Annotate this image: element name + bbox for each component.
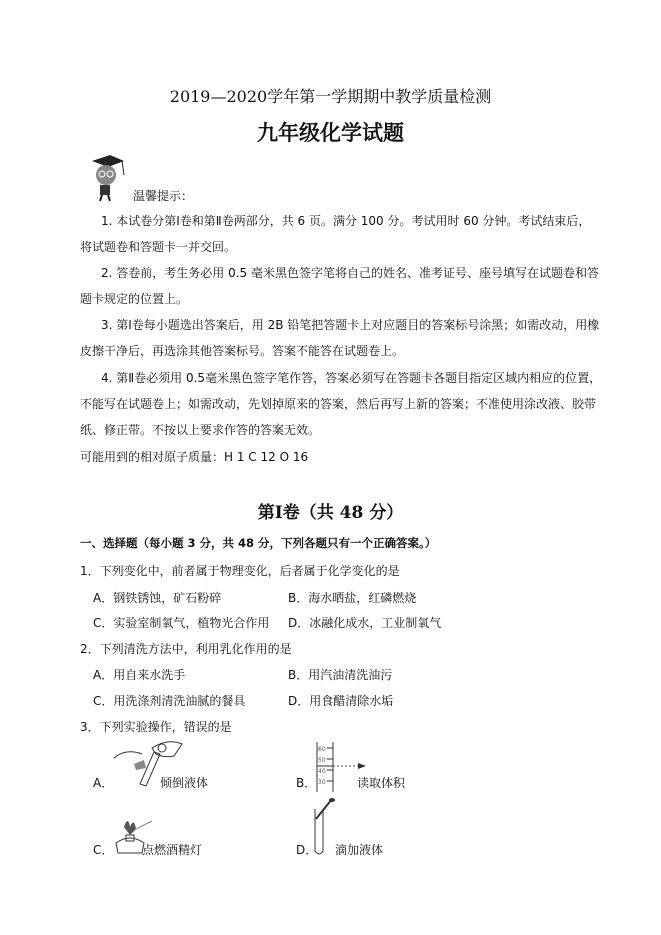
notice-line: 不能写在试题卷上；如需改动，先划掉原来的答案，然后再写上新的答案；不准使用涂改液、胶带 — [80, 397, 597, 411]
caption-read-volume: 读取体积 — [357, 776, 406, 790]
option-b: B．海水晒盐，红磷燃烧 — [288, 591, 417, 605]
mascot-icon — [88, 153, 128, 203]
option-c-label: C． — [93, 843, 114, 857]
notice-line: 2. 答卷前，考生务必用 0.5 毫米黑色签字笔将自己的姓名、准考证号、座号填写在试题卷和答 — [101, 266, 599, 280]
section-instruction: 一、选择题（每小题 3 分，共 48 分，下列各题只有一个正确答案。） — [80, 536, 437, 550]
caption-light-lamp: 点燃酒精灯 — [142, 843, 203, 857]
notice-line: 纸、修正带。不按以上要求作答的答案无效。 — [80, 423, 321, 437]
question-stem: 3．下列实验操作，错误的是 — [80, 720, 232, 734]
option-c: C．实验室制氧气，植物光合作用 — [93, 616, 270, 630]
scale-tick: 50 — [318, 757, 326, 764]
scale-tick: 30 — [318, 779, 326, 786]
atomic-mass: 可能用到的相对原子质量：H 1 C 12 O 16 — [80, 450, 309, 464]
question-stem: 1．下列变化中，前者属于物理变化，后者属于化学变化的是 — [80, 564, 400, 578]
notice-line: 3. 第Ⅰ卷每小题选出答案后，用 2B 铅笔把答题卡上对应题目的答案标号涂黑；如需改动，用橡 — [101, 318, 600, 332]
exam-title: 2019—2020学年第一学期期中教学质量检测 — [169, 87, 492, 106]
exam-subtitle: 九年级化学试题 — [257, 120, 404, 145]
caption-drop-liquid: 滴加液体 — [335, 843, 384, 857]
notice-line: 1. 本试卷分第Ⅰ卷和第Ⅱ卷两部分，共 6 页。满分 100 分。考试用时 60 分钟。考试结束后， — [101, 214, 591, 228]
notice-label: 温馨提示： — [133, 189, 194, 203]
notice-line: 将试题卷和答题卡一并交回。 — [80, 240, 237, 254]
option-c: C．用洗涤剂清洗油腻的餐具 — [93, 694, 246, 708]
option-b: B．用汽油清洗油污 — [288, 668, 393, 682]
notice-line: 4. 第Ⅱ卷必须用 0.5毫米黑色签字笔作答，答案必须写在答题卡各题目指定区域内相应的位置， — [101, 371, 602, 385]
option-a: A．用自来水洗手 — [93, 668, 186, 682]
notice-line: 皮擦干净后，再选涂其他答案标号。答案不能答在试题卷上。 — [80, 344, 405, 358]
question-stem: 2．下列清洗方法中，利用乳化作用的是 — [80, 642, 292, 656]
option-d: D．冰融化成水，工业制氧气 — [288, 616, 442, 630]
section-title: 第Ⅰ卷（共 48 分） — [257, 503, 404, 523]
option-a-label: A． — [93, 776, 114, 790]
scale-tick: 60 — [318, 746, 326, 753]
scale-tick: 40 — [318, 768, 326, 775]
option-d-label: D． — [296, 843, 318, 857]
notice-line: 题卡规定的位置上。 — [80, 292, 189, 306]
caption-pour-liquid: 倾倒液体 — [160, 776, 209, 790]
option-b-label: B． — [296, 776, 317, 790]
option-d: D．用食醋清除水垢 — [288, 694, 394, 708]
option-a: A．钢铁锈蚀，矿石粉碎 — [93, 591, 222, 605]
